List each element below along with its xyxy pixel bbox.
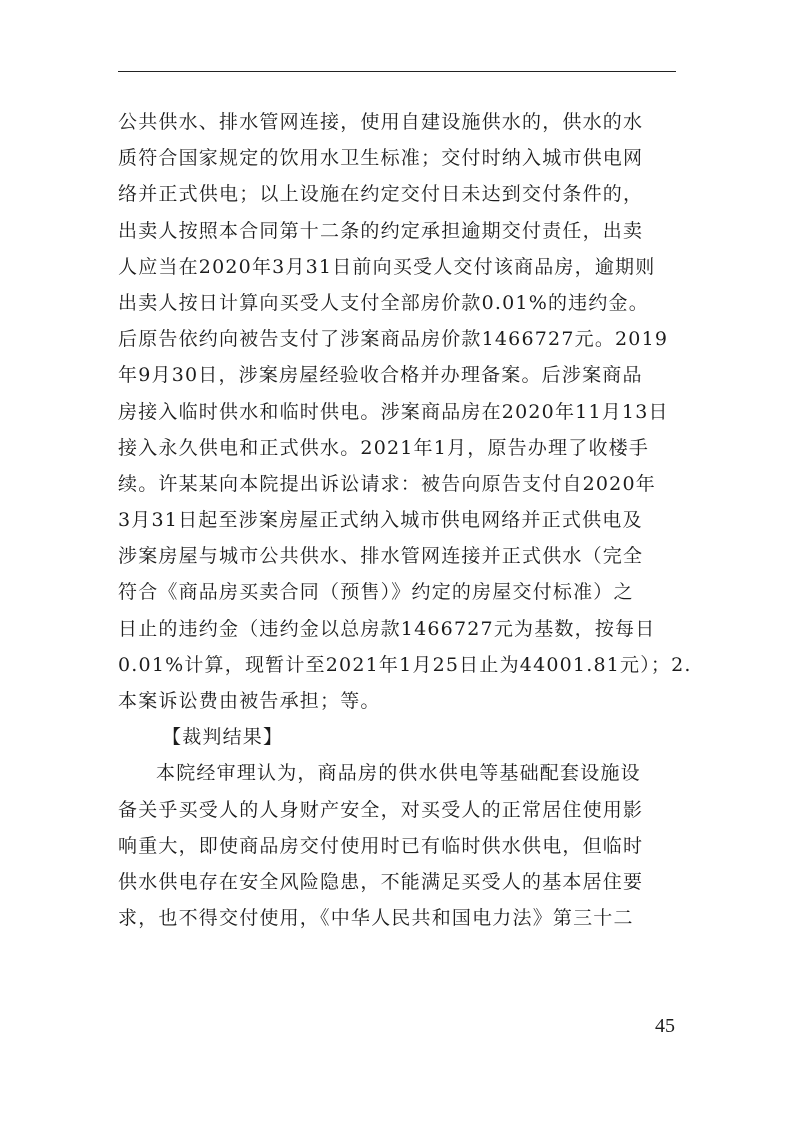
section-heading: 【裁判结果】	[162, 726, 284, 749]
text-line: 络并正式供电；以上设施在约定交付日未达到交付条件的，	[118, 183, 644, 206]
text-line: 3月31日起至涉案房屋正式纳入城市供电网络并正式供电及	[118, 509, 643, 532]
text-line: 出卖人按照本合同第十二条的约定承担逾期交付责任，出卖	[118, 219, 644, 242]
text-line: 本案诉讼费由被告承担；等。	[118, 690, 381, 712]
judgment-line: 求，也不得交付使用，《中华人民共和国电力法》第三十二	[118, 907, 634, 930]
text-line: 后原告依约向被告支付了涉案商品房价款1466727元。2019	[118, 328, 669, 351]
judgment-line: 备关乎买受人的人身财产安全，对买受人的正常居住使用影	[118, 798, 644, 821]
body-text	[118, 104, 718, 936]
text-line: 0.01%计算，现暂计至2021年1月25日止为44001.81元）；2.	[118, 653, 692, 676]
text-line: 符合《商品房买卖合同（预售）》约定的房屋交付标准）之	[118, 581, 634, 604]
text-line: 出卖人按日计算向买受人支付全部房价款0.01%的违约金。	[118, 291, 649, 314]
judgment-line: 本院经审理认为，商品房的供水供电等基础配套设施设	[156, 762, 641, 785]
text-line: 公共供水、排水管网连接，使用自建设施供水的，供水的水	[118, 111, 644, 133]
text-line: 日止的违约金（违约金以总房款1466727元为基数，按每日	[118, 617, 656, 640]
judgment-line: 供水供电存在安全风险隐患，不能满足买受人的基本居住要	[118, 870, 644, 893]
text-line: 房接入临时供水和临时供电。涉案商品房在2020年11月13日	[118, 400, 669, 423]
text-line: 接入永久供电和正式供水。2021年1月，原告办理了收楼手	[118, 436, 650, 459]
text-line: 续。许某某向本院提出诉讼请求：被告向原告支付自2020年	[118, 472, 656, 495]
text-line: 人应当在2020年3月31日前向买受人交付该商品房，逾期则	[118, 255, 656, 278]
header-rule	[118, 71, 676, 72]
text-line: 年9月30日，涉案房屋经验收合格并办理备案。后涉案商品	[118, 364, 643, 387]
judgment-line: 响重大，即使商品房交付使用时已有临时供水供电，但临时	[118, 834, 644, 857]
page-number: 45	[655, 1015, 675, 1037]
text-line: 质符合国家规定的饮用水卫生标准；交付时纳入城市供电网	[118, 147, 644, 170]
text-line: 涉案房屋与城市公共供水、排水管网连接并正式供水（完全	[118, 545, 644, 568]
